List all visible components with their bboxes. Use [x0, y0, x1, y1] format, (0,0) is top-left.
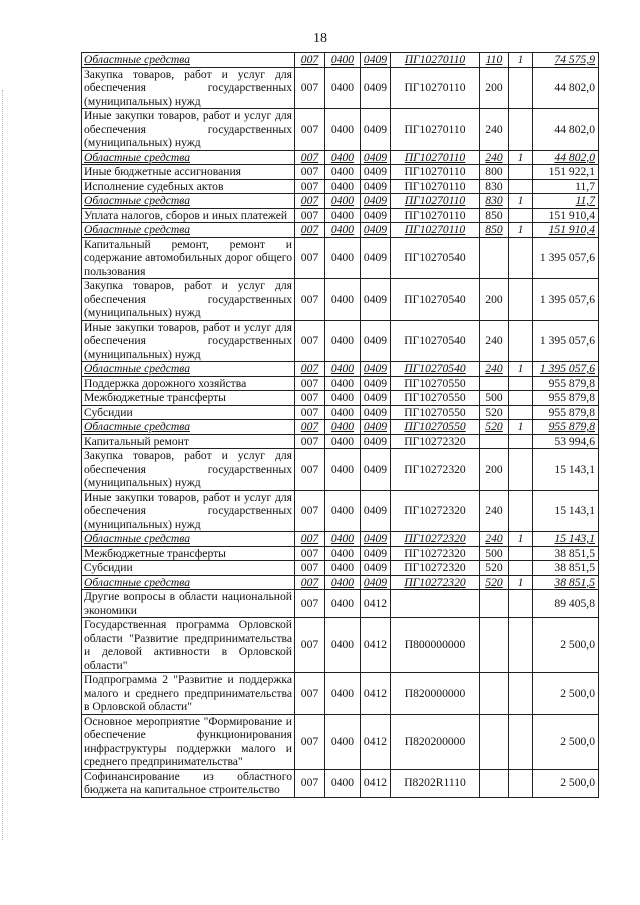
row-subsection-code: 0409: [361, 420, 391, 435]
row-grbs-code: 007: [295, 376, 325, 391]
row-section-code: 0400: [325, 590, 361, 618]
row-funding-code: 1: [509, 575, 533, 590]
row-section-code: 0400: [325, 714, 361, 769]
row-grbs-code: 007: [295, 673, 325, 715]
row-target-article: ПГ10270110: [391, 165, 480, 180]
page-number: 18: [313, 31, 327, 46]
table-row: [82, 391, 599, 406]
row-subsection-code: 0412: [361, 769, 391, 797]
row-amount: 151 922,1: [533, 165, 599, 180]
row-target-article: П800000000: [391, 618, 480, 673]
row-funding-code: 1: [509, 194, 533, 209]
table-row: [82, 362, 599, 377]
row-name: Областные средства: [82, 223, 295, 238]
table-row: [82, 490, 599, 532]
row-section-code: 0400: [325, 618, 361, 673]
row-funding-code: 1: [509, 150, 533, 165]
row-name: Иные закупки товаров, работ и услуг для обеспечения государственных (муниципальных) нужд: [82, 320, 295, 362]
row-target-article: ПГ10272320: [391, 490, 480, 532]
row-subsection-code: 0409: [361, 150, 391, 165]
row-amount: 2 500,0: [533, 673, 599, 715]
table-row: [82, 590, 599, 618]
row-target-article: ПГ10270110: [391, 223, 480, 238]
row-funding-code: [509, 320, 533, 362]
row-expense-type: [480, 618, 509, 673]
row-name: Иные бюджетные ассигнования: [82, 165, 295, 180]
row-target-article: [391, 590, 480, 618]
row-grbs-code: 007: [295, 420, 325, 435]
row-name: Областные средства: [82, 362, 295, 377]
row-target-article: ПГ10272320: [391, 561, 480, 576]
table-row: [82, 546, 599, 561]
row-amount: 955 879,8: [533, 391, 599, 406]
row-section-code: 0400: [325, 165, 361, 180]
budget-table-body: [82, 53, 599, 798]
row-subsection-code: 0409: [361, 67, 391, 109]
row-name: Основное мероприятие "Формирование и обеспечение функционирования инфраструктуры поддержки малого и среднего предпринимательства": [82, 714, 295, 769]
row-section-code: 0400: [325, 673, 361, 715]
table-row: [82, 449, 599, 491]
row-target-article: ПГ10272320: [391, 546, 480, 561]
row-section-code: 0400: [325, 208, 361, 223]
row-funding-code: [509, 208, 533, 223]
row-grbs-code: 007: [295, 109, 325, 151]
row-section-code: 0400: [325, 769, 361, 797]
row-funding-code: [509, 449, 533, 491]
row-amount: 2 500,0: [533, 714, 599, 769]
row-target-article: ПГ10270110: [391, 109, 480, 151]
row-target-article: П8202R1110: [391, 769, 480, 797]
row-amount: 1 395 057,6: [533, 320, 599, 362]
row-section-code: 0400: [325, 179, 361, 194]
row-amount: 1 395 057,6: [533, 362, 599, 377]
row-grbs-code: 007: [295, 208, 325, 223]
row-name: Государственная программа Орловской области "Развитие предпринимательства и деловой активности в Орловской области": [82, 618, 295, 673]
row-name: Софинансирование из областного бюджета на капитальное строительство: [82, 769, 295, 797]
row-grbs-code: 007: [295, 532, 325, 547]
row-section-code: 0400: [325, 405, 361, 420]
row-subsection-code: 0409: [361, 434, 391, 449]
row-target-article: ПГ10272320: [391, 449, 480, 491]
row-expense-type: 200: [480, 67, 509, 109]
row-amount: 955 879,8: [533, 420, 599, 435]
row-name: Закупка товаров, работ и услуг для обеспечения государственных (муниципальных) нужд: [82, 279, 295, 321]
row-expense-type: [480, 714, 509, 769]
row-section-code: 0400: [325, 376, 361, 391]
row-section-code: 0400: [325, 194, 361, 209]
row-amount: 151 910,4: [533, 223, 599, 238]
row-expense-type: [480, 769, 509, 797]
row-expense-type: 520: [480, 561, 509, 576]
table-row: [82, 194, 599, 209]
row-funding-code: [509, 546, 533, 561]
row-target-article: ПГ10270110: [391, 179, 480, 194]
row-section-code: 0400: [325, 150, 361, 165]
row-section-code: 0400: [325, 237, 361, 279]
table-row: [82, 673, 599, 715]
row-subsection-code: 0409: [361, 532, 391, 547]
row-section-code: 0400: [325, 223, 361, 238]
table-row: [82, 561, 599, 576]
row-amount: 44 802,0: [533, 150, 599, 165]
row-grbs-code: 007: [295, 449, 325, 491]
row-name: Капитальный ремонт, ремонт и содержание автомобильных дорог общего пользования: [82, 237, 295, 279]
row-funding-code: 1: [509, 420, 533, 435]
row-subsection-code: 0412: [361, 618, 391, 673]
row-amount: 44 802,0: [533, 67, 599, 109]
row-grbs-code: 007: [295, 561, 325, 576]
row-subsection-code: 0409: [361, 391, 391, 406]
row-target-article: ПГ10270550: [391, 405, 480, 420]
row-expense-type: 830: [480, 194, 509, 209]
row-subsection-code: 0412: [361, 714, 391, 769]
row-section-code: 0400: [325, 109, 361, 151]
row-grbs-code: 007: [295, 67, 325, 109]
row-grbs-code: 007: [295, 150, 325, 165]
row-section-code: 0400: [325, 362, 361, 377]
row-target-article: ПГ10270540: [391, 237, 480, 279]
row-grbs-code: 007: [295, 575, 325, 590]
row-funding-code: [509, 590, 533, 618]
row-amount: 11,7: [533, 194, 599, 209]
row-funding-code: 1: [509, 223, 533, 238]
row-target-article: ПГ10270110: [391, 67, 480, 109]
row-name: Подпрограмма 2 "Развитие и поддержка малого и среднего предпринимательства в Орловской области": [82, 673, 295, 715]
row-amount: 2 500,0: [533, 618, 599, 673]
row-grbs-code: 007: [295, 194, 325, 209]
row-section-code: 0400: [325, 420, 361, 435]
row-grbs-code: 007: [295, 618, 325, 673]
table-row: [82, 279, 599, 321]
row-expense-type: 240: [480, 150, 509, 165]
row-subsection-code: 0409: [361, 449, 391, 491]
table-row: [82, 223, 599, 238]
row-amount: 89 405,8: [533, 590, 599, 618]
row-expense-type: 500: [480, 391, 509, 406]
row-section-code: 0400: [325, 490, 361, 532]
row-grbs-code: 007: [295, 391, 325, 406]
row-funding-code: [509, 237, 533, 279]
row-expense-type: [480, 590, 509, 618]
row-name: Субсидии: [82, 405, 295, 420]
row-subsection-code: 0409: [361, 362, 391, 377]
row-subsection-code: 0409: [361, 575, 391, 590]
row-amount: 53 994,6: [533, 434, 599, 449]
row-grbs-code: 007: [295, 237, 325, 279]
row-amount: 38 851,5: [533, 546, 599, 561]
row-amount: 2 500,0: [533, 769, 599, 797]
row-grbs-code: 007: [295, 179, 325, 194]
row-target-article: П820200000: [391, 714, 480, 769]
table-row: [82, 165, 599, 180]
row-name: Закупка товаров, работ и услуг для обеспечения государственных (муниципальных) нужд: [82, 67, 295, 109]
row-amount: 11,7: [533, 179, 599, 194]
row-funding-code: [509, 561, 533, 576]
row-expense-type: [480, 376, 509, 391]
row-expense-type: 240: [480, 109, 509, 151]
row-name: Закупка товаров, работ и услуг для обеспечения государственных (муниципальных) нужд: [82, 449, 295, 491]
row-subsection-code: 0409: [361, 109, 391, 151]
row-name: Областные средства: [82, 53, 295, 68]
row-grbs-code: 007: [295, 53, 325, 68]
row-name: Областные средства: [82, 575, 295, 590]
row-name: Областные средства: [82, 420, 295, 435]
row-grbs-code: 007: [295, 362, 325, 377]
row-target-article: ПГ10270540: [391, 320, 480, 362]
row-funding-code: [509, 179, 533, 194]
table-row: [82, 67, 599, 109]
row-funding-code: 1: [509, 532, 533, 547]
row-funding-code: [509, 279, 533, 321]
row-amount: 15 143,1: [533, 532, 599, 547]
row-expense-type: 240: [480, 532, 509, 547]
row-name: Иные закупки товаров, работ и услуг для обеспечения государственных (муниципальных) нужд: [82, 490, 295, 532]
row-amount: 15 143,1: [533, 449, 599, 491]
row-subsection-code: 0409: [361, 405, 391, 420]
row-funding-code: [509, 67, 533, 109]
row-expense-type: 500: [480, 546, 509, 561]
row-amount: 955 879,8: [533, 405, 599, 420]
row-subsection-code: 0409: [361, 546, 391, 561]
row-name: Областные средства: [82, 532, 295, 547]
row-expense-type: 800: [480, 165, 509, 180]
row-grbs-code: 007: [295, 714, 325, 769]
row-amount: 151 910,4: [533, 208, 599, 223]
row-grbs-code: 007: [295, 320, 325, 362]
row-expense-type: 520: [480, 420, 509, 435]
row-subsection-code: 0412: [361, 673, 391, 715]
row-expense-type: 200: [480, 449, 509, 491]
row-section-code: 0400: [325, 546, 361, 561]
row-funding-code: [509, 405, 533, 420]
row-subsection-code: 0409: [361, 179, 391, 194]
row-target-article: ПГ10270110: [391, 208, 480, 223]
row-name: Субсидии: [82, 561, 295, 576]
row-funding-code: 1: [509, 53, 533, 68]
row-grbs-code: 007: [295, 590, 325, 618]
row-name: Межбюджетные трансферты: [82, 391, 295, 406]
row-section-code: 0400: [325, 575, 361, 590]
row-funding-code: [509, 376, 533, 391]
row-name: Исполнение судебных актов: [82, 179, 295, 194]
table-row: [82, 420, 599, 435]
row-section-code: 0400: [325, 434, 361, 449]
row-section-code: 0400: [325, 320, 361, 362]
row-target-article: ПГ10270110: [391, 53, 480, 68]
row-expense-type: [480, 673, 509, 715]
row-target-article: ПГ10272320: [391, 532, 480, 547]
row-funding-code: [509, 618, 533, 673]
row-expense-type: [480, 237, 509, 279]
row-target-article: П820000000: [391, 673, 480, 715]
row-grbs-code: 007: [295, 405, 325, 420]
row-subsection-code: 0409: [361, 490, 391, 532]
row-expense-type: 200: [480, 279, 509, 321]
row-grbs-code: 007: [295, 165, 325, 180]
row-expense-type: 850: [480, 223, 509, 238]
row-target-article: ПГ10270550: [391, 391, 480, 406]
table-row: [82, 237, 599, 279]
row-amount: 1 395 057,6: [533, 237, 599, 279]
row-amount: 74 575,9: [533, 53, 599, 68]
row-funding-code: [509, 769, 533, 797]
row-name: Межбюджетные трансферты: [82, 546, 295, 561]
row-expense-type: 240: [480, 490, 509, 532]
row-expense-type: 520: [480, 405, 509, 420]
row-grbs-code: 007: [295, 223, 325, 238]
row-funding-code: [509, 490, 533, 532]
row-funding-code: [509, 109, 533, 151]
row-section-code: 0400: [325, 279, 361, 321]
row-grbs-code: 007: [295, 546, 325, 561]
row-amount: 44 802,0: [533, 109, 599, 151]
row-grbs-code: 007: [295, 279, 325, 321]
row-name: Капитальный ремонт: [82, 434, 295, 449]
row-expense-type: 850: [480, 208, 509, 223]
row-funding-code: [509, 391, 533, 406]
row-section-code: 0400: [325, 53, 361, 68]
row-subsection-code: 0409: [361, 279, 391, 321]
row-target-article: ПГ10272320: [391, 575, 480, 590]
row-subsection-code: 0409: [361, 237, 391, 279]
row-section-code: 0400: [325, 391, 361, 406]
row-amount: 38 851,5: [533, 575, 599, 590]
table-row: [82, 434, 599, 449]
table-row: [82, 405, 599, 420]
row-subsection-code: 0409: [361, 194, 391, 209]
row-subsection-code: 0412: [361, 590, 391, 618]
row-name: Уплата налогов, сборов и иных платежей: [82, 208, 295, 223]
row-funding-code: 1: [509, 362, 533, 377]
row-subsection-code: 0409: [361, 53, 391, 68]
row-funding-code: [509, 434, 533, 449]
row-amount: 1 395 057,6: [533, 279, 599, 321]
table-row: [82, 618, 599, 673]
row-subsection-code: 0409: [361, 376, 391, 391]
row-subsection-code: 0409: [361, 223, 391, 238]
row-target-article: ПГ10270540: [391, 279, 480, 321]
table-row: [82, 714, 599, 769]
row-name: Областные средства: [82, 150, 295, 165]
row-amount: 38 851,5: [533, 561, 599, 576]
table-row: [82, 208, 599, 223]
row-name: Иные закупки товаров, работ и услуг для обеспечения государственных (муниципальных) нужд: [82, 109, 295, 151]
row-target-article: ПГ10272320: [391, 434, 480, 449]
row-expense-type: 240: [480, 320, 509, 362]
table-row: [82, 179, 599, 194]
row-name: Областные средства: [82, 194, 295, 209]
row-funding-code: [509, 673, 533, 715]
budget-table: [81, 52, 599, 798]
table-row: [82, 769, 599, 797]
row-target-article: ПГ10270550: [391, 420, 480, 435]
row-expense-type: [480, 434, 509, 449]
row-subsection-code: 0409: [361, 561, 391, 576]
row-amount: 955 879,8: [533, 376, 599, 391]
row-expense-type: 240: [480, 362, 509, 377]
row-expense-type: 110: [480, 53, 509, 68]
row-target-article: ПГ10270110: [391, 194, 480, 209]
row-section-code: 0400: [325, 561, 361, 576]
row-grbs-code: 007: [295, 769, 325, 797]
row-target-article: ПГ10270110: [391, 150, 480, 165]
scan-edge-line: [2, 90, 3, 840]
row-section-code: 0400: [325, 532, 361, 547]
table-row: [82, 109, 599, 151]
row-grbs-code: 007: [295, 434, 325, 449]
row-funding-code: [509, 714, 533, 769]
table-row: [82, 150, 599, 165]
row-subsection-code: 0409: [361, 208, 391, 223]
row-name: Другие вопросы в области национальной экономики: [82, 590, 295, 618]
table-row: [82, 320, 599, 362]
row-subsection-code: 0409: [361, 320, 391, 362]
row-grbs-code: 007: [295, 490, 325, 532]
row-expense-type: 830: [480, 179, 509, 194]
row-section-code: 0400: [325, 67, 361, 109]
table-row: [82, 575, 599, 590]
table-row: [82, 532, 599, 547]
row-target-article: ПГ10270550: [391, 376, 480, 391]
row-target-article: ПГ10270540: [391, 362, 480, 377]
row-expense-type: 520: [480, 575, 509, 590]
row-funding-code: [509, 165, 533, 180]
row-name: Поддержка дорожного хозяйства: [82, 376, 295, 391]
row-section-code: 0400: [325, 449, 361, 491]
row-amount: 15 143,1: [533, 490, 599, 532]
table-row: [82, 376, 599, 391]
row-subsection-code: 0409: [361, 165, 391, 180]
table-row: [82, 53, 599, 68]
